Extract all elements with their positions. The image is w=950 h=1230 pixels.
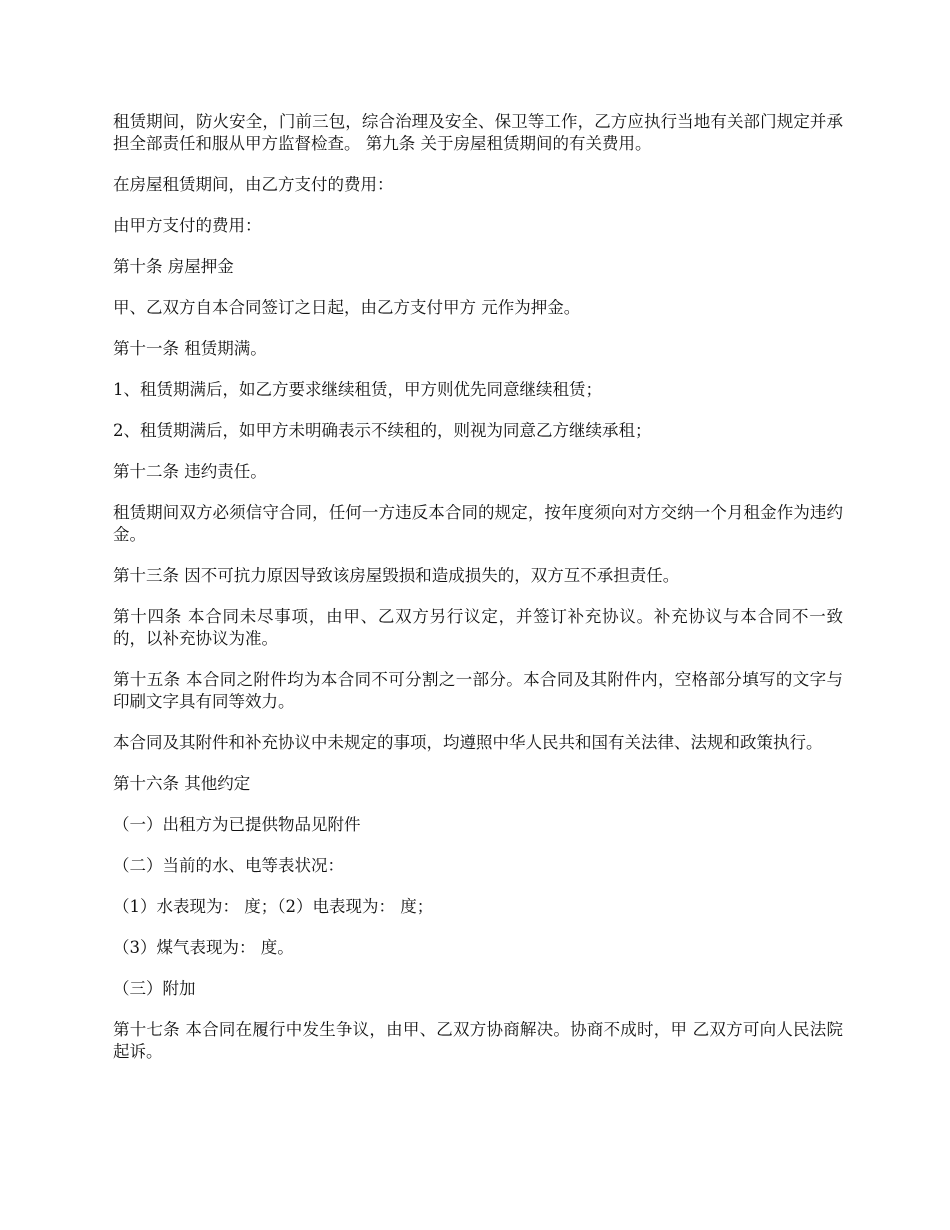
paragraph-meter-status: （二）当前的水、电等表状况： [113,856,344,875]
paragraph-article-14: 第十四条 本合同未尽事项，由甲、乙双方另行议定，并签订补充协议。补充协议与本合同不一致的，以补充协议为准。 [113,607,843,648]
paragraph-article-13: 第十三条 因不可抗力原因导致该房屋毁损和造成损失的，双方互不承担责任。 [113,566,680,585]
heading-article-16: 第十六条 其他约定 [113,774,251,793]
heading-article-11: 第十一条 租赁期满。 [113,339,267,358]
paragraph-applicable-law: 本合同及其附件和补充协议中未规定的事项，均遵照中华人民共和国有关法律、法规和政策执行。 [113,733,823,752]
paragraph-landlord-fees: 由甲方支付的费用： [113,216,262,235]
paragraph-lease-expiry-1: 1、租赁期满后，如乙方要求继续租赁，甲方则优先同意继续租赁； [113,380,602,399]
paragraph-tenant-fees: 在房屋租赁期间，由乙方支付的费用： [113,175,394,194]
paragraph-fire-safety-clause: 租赁期间，防火安全，门前三包，综合治理及安全、保卫等工作，乙方应执行当地有关部门规定并承担全部责任和服从甲方监督检查。 第九条 关于房屋租赁期间的有关费用。 [113,112,843,153]
document-body [113,111,843,1082]
heading-article-10: 第十条 房屋押金 [113,257,234,276]
paragraph-addendum: （三）附加 [113,979,196,998]
heading-article-12: 第十二条 违约责任。 [113,462,267,481]
paragraph-provided-items: （一）出租方为已提供物品见附件 [113,815,361,834]
paragraph-deposit: 甲、乙双方自本合同签订之日起，由乙方支付甲方 元作为押金。 [113,298,581,317]
paragraph-breach-liability: 租赁期间双方必须信守合同，任何一方违反本合同的规定，按年度须向对方交纳一个月租金作为违约金。 [113,503,843,544]
paragraph-article-15: 第十五条 本合同之附件均为本合同不可分割之一部分。本合同及其附件内，空格部分填写的文字与印刷文字具有同等效力。 [113,670,843,711]
paragraph-lease-expiry-2: 2、租赁期满后，如甲方未明确表示不续租的，则视为同意乙方继续承租； [113,421,652,440]
paragraph-gas-meter: （3）煤气表现为： 度。 [113,938,294,957]
paragraph-article-17: 第十七条 本合同在履行中发生争议，由甲、乙双方协商解决。协商不成时，甲 乙双方可向人民法院起诉。 [113,1020,843,1061]
paragraph-water-electric-meters: （1）水表现为： 度；（2）电表现为： 度； [113,897,434,916]
